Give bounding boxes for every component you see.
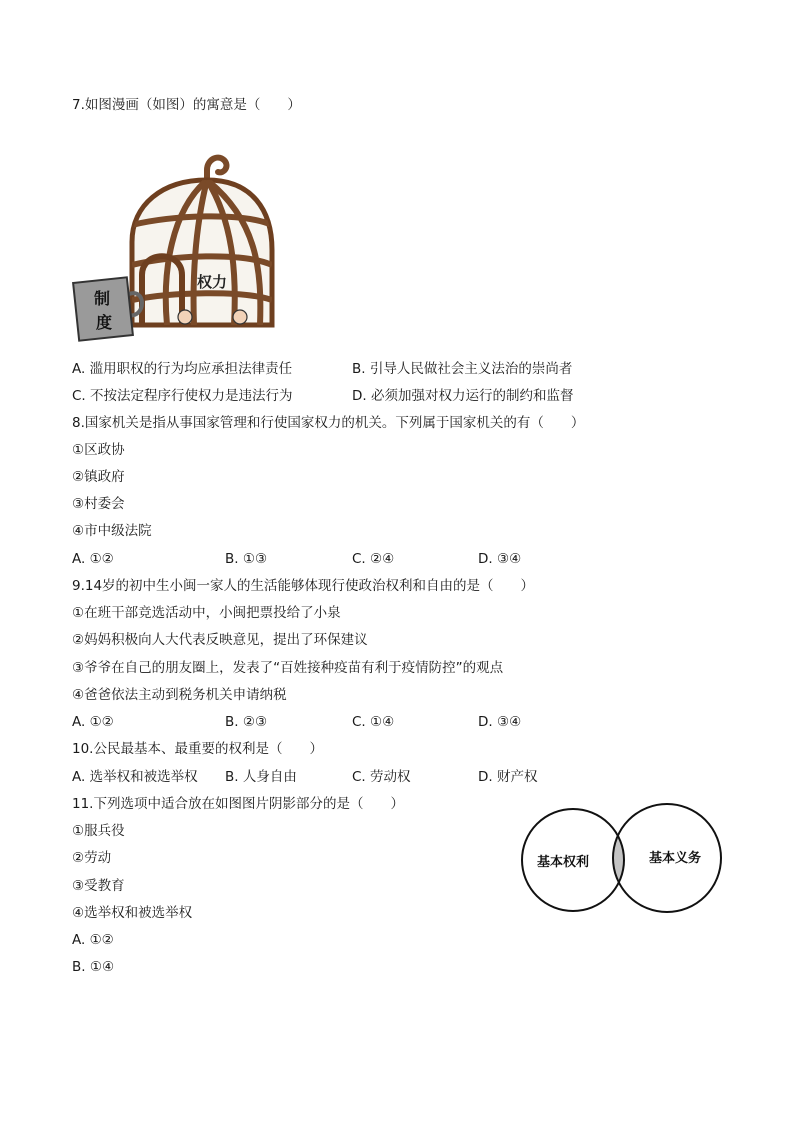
right-hand <box>233 310 247 324</box>
power-cage-cartoon <box>72 150 282 345</box>
q7-option-d: D. 必须加强对权力运行的制约和监督 <box>352 388 574 404</box>
q8-item-3: ③村委会 <box>72 496 125 512</box>
q10-option-b: B. 人身自由 <box>225 769 297 785</box>
q8-option-d: D. ③④ <box>478 551 522 567</box>
q10-option-c: C. 劳动权 <box>352 769 411 785</box>
q9-option-d: D. ③④ <box>478 714 522 730</box>
q8-item-4: ④市中级法院 <box>72 523 152 539</box>
venn-left-label: 基本权利 <box>536 855 590 870</box>
q10-option-a: A. 选举权和被选举权 <box>72 769 198 785</box>
q9-stem: 9.14岁的初中生小闽一家人的生活能够体现行使政治权利和自由的是（ ） <box>72 578 535 594</box>
q8-option-a: A. ①② <box>72 551 114 567</box>
q11-stem: 11.下列选项中适合放在如图图片阴影部分的是（ ） <box>72 796 404 812</box>
q7-option-a: A. 滥用职权的行为均应承担法律责任 <box>72 361 293 377</box>
q7-stem: 7.如图漫画（如图）的寓意是（ ） <box>72 97 301 113</box>
rights-duties-venn-diagram <box>520 803 725 918</box>
left-hand <box>178 310 192 324</box>
q8-option-c: C. ②④ <box>352 551 395 567</box>
q8-item-1: ①区政协 <box>72 442 125 458</box>
q11-item-2: ②劳动 <box>72 850 112 866</box>
q10-stem: 10.公民最基本、最重要的权利是（ ） <box>72 741 323 757</box>
venn-right-label: 基本义务 <box>648 851 702 866</box>
q7-option-b: B. 引导人民做社会主义法治的崇尚者 <box>352 361 573 377</box>
q11-item-4: ④选举权和被选举权 <box>72 905 193 921</box>
sign-label-1: 制 <box>93 289 111 308</box>
q8-item-2: ②镇政府 <box>72 469 125 485</box>
q9-item-3: ③爷爷在自己的朋友圈上，发表了“百姓接种疫苗有利于疫情防控”的观点 <box>72 660 504 676</box>
q10-option-d: D. 财产权 <box>478 769 538 785</box>
q11-item-3: ③受教育 <box>72 878 125 894</box>
q9-item-2: ②妈妈积极向人大代表反映意见，提出了环保建议 <box>72 632 368 648</box>
q11-option-a: A. ①② <box>72 932 114 948</box>
q9-item-4: ④爸爸依法主动到税务机关申请纳税 <box>72 687 287 703</box>
q11-item-1: ①服兵役 <box>72 823 125 839</box>
q11-option-b: B. ①④ <box>72 959 115 975</box>
sign-label-2: 度 <box>95 313 113 332</box>
q8-option-b: B. ①③ <box>225 551 268 567</box>
q7-option-c: C. 不按法定程序行使权力是违法行为 <box>72 388 293 404</box>
q9-option-b: B. ②③ <box>225 714 268 730</box>
q9-option-a: A. ①② <box>72 714 114 730</box>
q8-stem: 8.国家机关是指从事国家管理和行使国家权力的机关。下列属于国家机关的有（ ） <box>72 415 585 431</box>
q9-item-1: ①在班干部竞选活动中，小闽把票投给了小泉 <box>72 605 341 621</box>
q9-option-c: C. ①④ <box>352 714 395 730</box>
cage-label: 权力 <box>196 273 228 291</box>
